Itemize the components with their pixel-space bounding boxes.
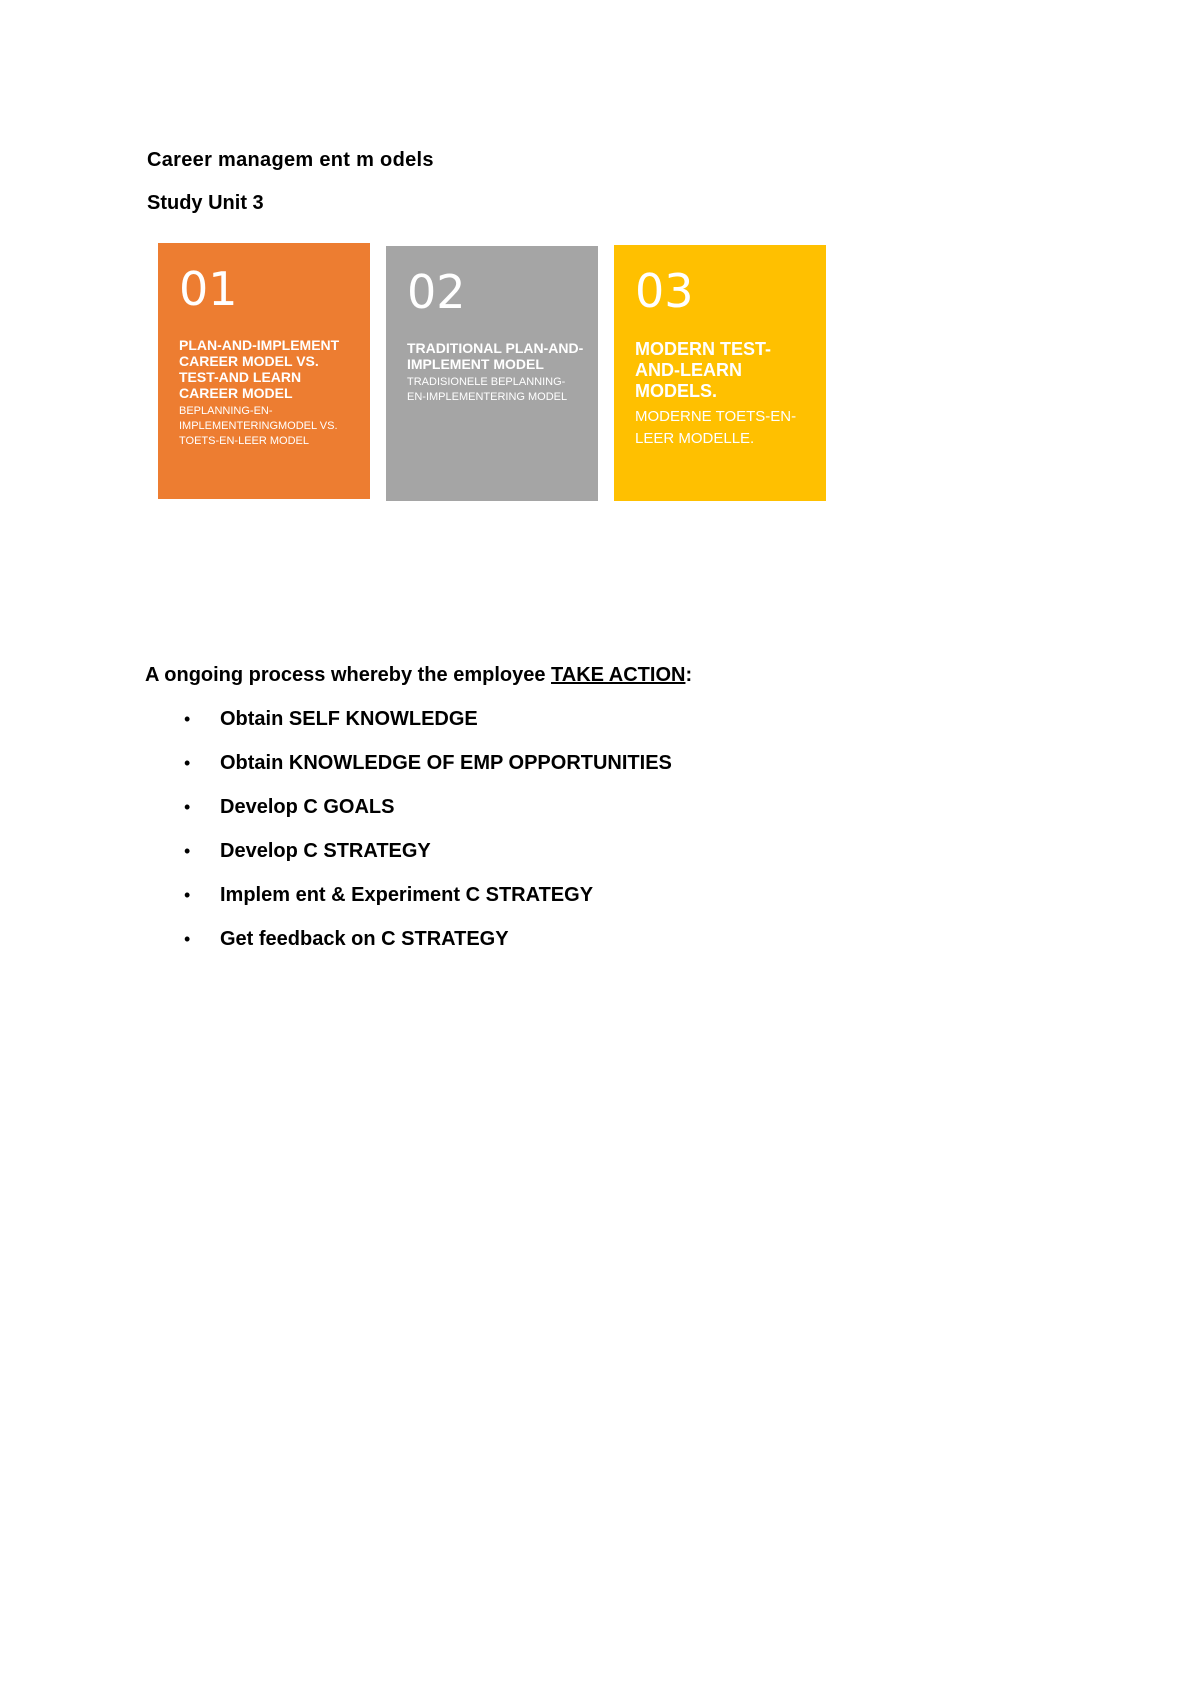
bullet-icon: • <box>184 753 191 773</box>
intro-emphasis: TAKE ACTION <box>551 664 686 686</box>
card-plan-vs-test <box>158 243 370 499</box>
card-subtext: BEPLANNING-EN-IMPLEMENTERINGMODEL VS. TOETS-EN-LEER MODEL <box>179 405 338 447</box>
intro-colon: : <box>685 664 693 686</box>
card-number: 01 <box>179 262 238 316</box>
card-subtext: TRADISIONELE BEPLANNING-EN-IMPLEMENTERING MODEL <box>407 376 568 403</box>
card-heading: MODERN TEST-AND-LEARN MODELS. <box>635 339 772 401</box>
intro-text: A ongoing process whereby the employee <box>145 664 552 686</box>
list-item-text: Get feedback on C STRATEGY <box>220 928 509 950</box>
card-number: 02 <box>407 265 466 319</box>
list-item-text: Obtain SELF KNOWLEDGE <box>220 708 478 730</box>
bullet-icon: • <box>184 797 191 817</box>
card-heading: TRADITIONAL PLAN-AND-IMPLEMENT MODEL <box>407 340 584 372</box>
intro-sentence <box>145 663 692 687</box>
list-item-text: Develop C STRATEGY <box>220 840 431 862</box>
card-modern-model <box>614 245 826 501</box>
card-subtext: MODERNE TOETS-EN-LEER MODELLE. <box>635 408 797 447</box>
bullet-icon: • <box>184 885 191 905</box>
document-subtitle: Study Unit 3 <box>147 192 264 214</box>
card-number: 03 <box>635 264 694 318</box>
bullet-icon: • <box>184 841 191 861</box>
list-item-text: Develop C GOALS <box>220 796 395 818</box>
document-title: Career managem ent m odels <box>147 149 434 171</box>
bullet-icon: • <box>184 709 191 729</box>
list-item-text: Obtain KNOWLEDGE OF EMP OPPORTUNITIES <box>220 752 672 774</box>
card-traditional-model <box>386 246 598 501</box>
bullet-icon: • <box>184 929 191 949</box>
list-item-text: Implem ent & Experiment C STRATEGY <box>220 884 594 906</box>
card-heading: PLAN-AND-IMPLEMENT CAREER MODEL VS. TEST-AND LEARN CAREER MODEL <box>179 337 340 401</box>
